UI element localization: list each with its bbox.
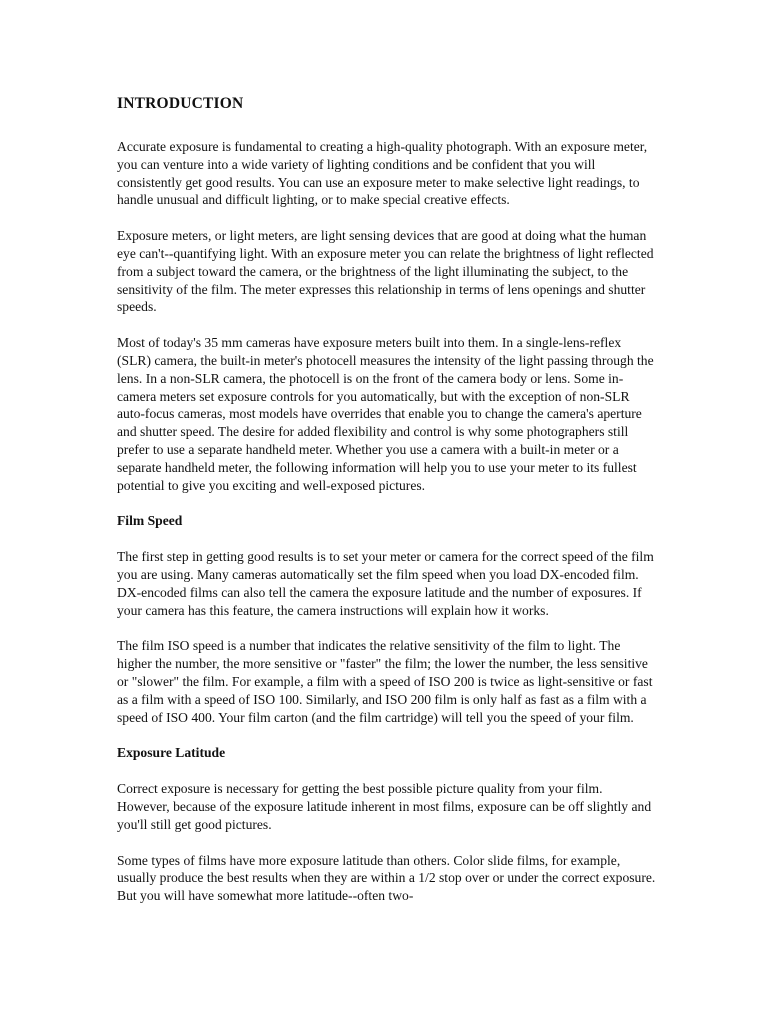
section-heading-exposure-latitude: Exposure Latitude xyxy=(117,745,226,761)
exposure-latitude-paragraph-1: Correct exposure is necessary for getting the best possible picture quality from your film. However, because of the exposure latitude inherent in most films, exposure can be off slightly and you'll still get good pictures. xyxy=(117,781,652,832)
intro-paragraph-3: Most of today's 35 mm cameras have exposure meters built into them. In a single-lens-reflex (SLR) camera, the built-in meter's photocell measures the intensity of the light passing through the lens. In a non-SLR camera, the photocell is on the front of the camera body or lens. Some in-camera meters set exposure controls for you automatically, but with the exception of non-SLR auto-focus cameras, most models have overrides that enable you to change the camera's aperture and shutter speed. The desire for added flexibility and control is why some photographers still prefer to use a separate handheld meter. Whether you use a camera with a built-in meter or a separate handheld meter, the following information will help you to use your meter to its fullest potential to give you exciting and well-exposed pictures. xyxy=(117,335,654,493)
intro-paragraph-1: Accurate exposure is fundamental to creating a high-quality photograph. With an exposure meter, you can venture into a wide variety of lighting conditions and be confident that you will consistently get good results. You can use an exposure meter to make selective light readings, to handle unusual and difficult lighting, or to make special creative effects. xyxy=(117,139,648,208)
document-body xyxy=(117,94,657,923)
intro-paragraph-2: Exposure meters, or light meters, are light sensing devices that are good at doing what the human eye can't--quantifying light. With an exposure meter you can relate the brightness of light reflected from a subject toward the camera, or the brightness of the light illuminating the subject, to the sensitivity of the film. The meter expresses this relationship in terms of lens openings and shutter speeds. xyxy=(117,228,654,315)
document-title: INTRODUCTION xyxy=(117,95,244,112)
exposure-latitude-paragraph-2: Some types of films have more exposure latitude than others. Color slide films, for example, usually produce the best results when they are within a 1/2 stop over or under the correct exposure. But you will have somewhat more latitude--often two- xyxy=(117,852,656,904)
film-speed-paragraph-1: The first step in getting good results is to set your meter or camera for the correct speed of the film you are using. Many cameras automatically set the film speed when you load DX-encoded film. DX-encoded films can also tell the camera the exposure latitude and the number of exposures. If your camera has this feature, the camera instructions will explain how it works. xyxy=(117,549,654,618)
section-heading-film-speed: Film Speed xyxy=(117,513,183,529)
film-speed-paragraph-2: The film ISO speed is a number that indicates the relative sensitivity of the film to light. The higher the number, the more sensitive or "faster" the film; the lower the number, the less sensitive or "slower" the film. For example, a film with a speed of ISO 200 is twice as light-sensitive or fast as a film with a speed of ISO 100. Similarly, and ISO 200 film is only half as fast as a film with a speed of ISO 400. Your film carton (and the film cartridge) will tell you the speed of your film. xyxy=(117,638,653,725)
